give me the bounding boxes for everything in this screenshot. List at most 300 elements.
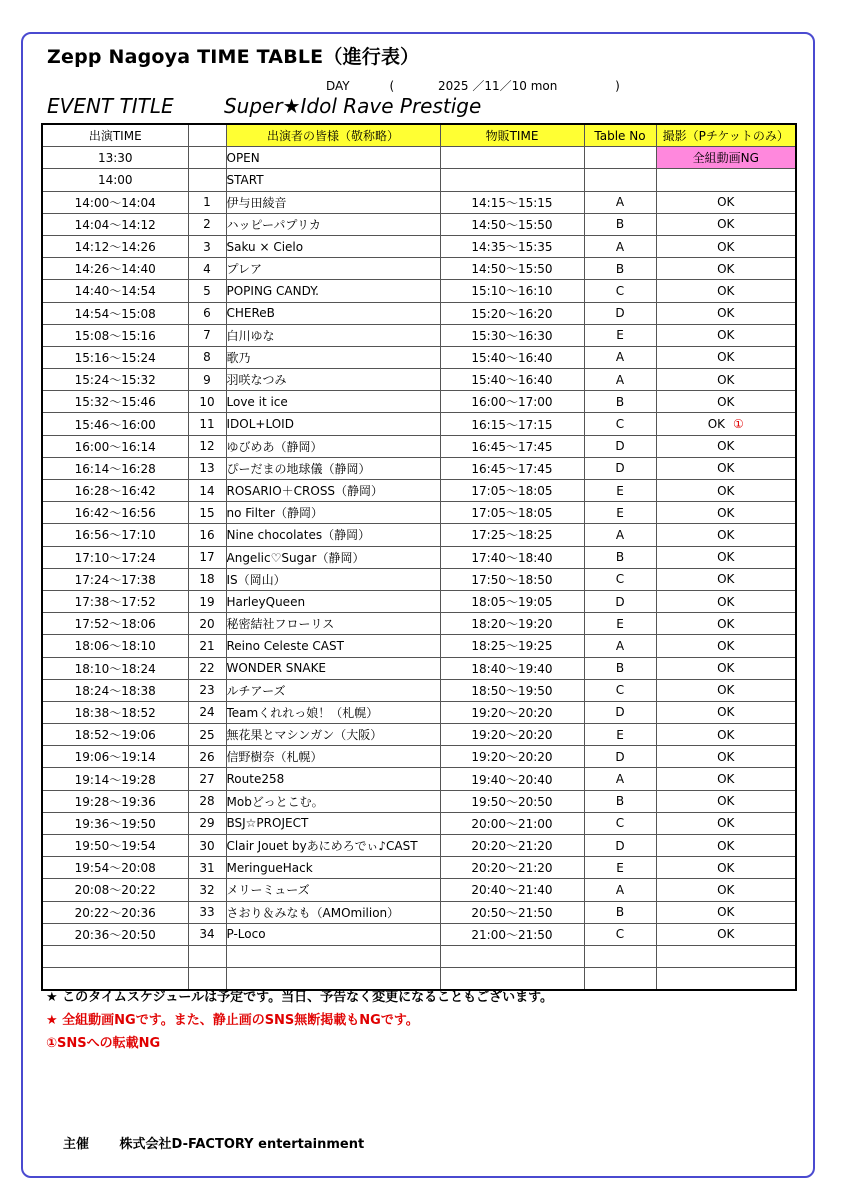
cell-performer: Reino Celeste CAST [226,635,440,657]
cell-no: 23 [188,679,226,701]
cell-table-no: B [584,391,656,413]
cell-performer: さおり＆みなも（AMOmilion） [226,901,440,923]
cell-time: 14:40～14:54 [42,280,188,302]
cell-performer: Clair Jouet byあにめろでぃ♪CAST [226,835,440,857]
photo-status: OK [717,794,735,809]
empty-cell [440,945,584,967]
cell-time: 18:24～18:38 [42,679,188,701]
cell-photo [656,701,796,723]
cell-no: 31 [188,857,226,879]
table-row [42,302,796,324]
photo-status: OK [717,838,735,853]
cell-sales-time: 18:50～19:50 [440,679,584,701]
table-row [42,391,796,413]
cell-performer: 無花果とマシンガン（大阪） [226,724,440,746]
cell-photo [656,923,796,945]
cell-photo [656,524,796,546]
cell-no: 7 [188,324,226,346]
cell-table-no: D [584,835,656,857]
cell-photo [656,191,796,213]
cell-sales-time: 18:05～19:05 [440,590,584,612]
photo-status: OK [717,572,735,587]
cell-performer: ルチアーズ [226,679,440,701]
table-row [42,457,796,479]
cell-no: 18 [188,568,226,590]
photo-status: OK [707,417,726,432]
cell-table-no: A [584,235,656,257]
cell-performer: ROSARIO＋CROSS（静岡） [226,480,440,502]
table-row [42,901,796,923]
cell-photo [656,768,796,790]
empty-cell [42,945,188,967]
empty-cell [656,968,796,991]
table-row [42,213,796,235]
note-schedule: ★ このタイムスケジュールは予定です。当日、予告なく変更になることもございます。 [46,990,554,1005]
cell-performer: メリーミューズ [226,879,440,901]
photo-status: OK [717,772,735,787]
cell-time: 15:24～15:32 [42,369,188,391]
cell-photo [656,435,796,457]
start-photo [656,169,796,191]
cell-no: 11 [188,413,226,435]
day-close-paren: ) [615,79,620,93]
cell-time: 19:06～19:14 [42,746,188,768]
cell-time: 17:38～17:52 [42,590,188,612]
cell-table-no: B [584,213,656,235]
cell-sales-time: 18:25～19:25 [440,635,584,657]
cell-no: 4 [188,258,226,280]
cell-table-no: C [584,679,656,701]
empty-cell [226,945,440,967]
cell-table-no: A [584,346,656,368]
cell-time: 14:26～14:40 [42,258,188,280]
cell-photo [656,657,796,679]
cell-sales-time: 19:50～20:50 [440,790,584,812]
cell-performer: ハッピーパプリカ [226,213,440,235]
photo-status: OK [717,860,735,875]
cell-table-no: E [584,324,656,346]
cell-photo [656,901,796,923]
cell-table-no: E [584,613,656,635]
photo-status: OK [717,661,735,676]
table-row [42,923,796,945]
photo-status: OK [717,350,735,365]
table-row [42,768,796,790]
cell-photo [656,790,796,812]
cell-photo [656,369,796,391]
photo-status: OK [717,594,735,609]
cell-photo [656,480,796,502]
page-title: Zepp Nagoya TIME TABLE（進行表） [47,46,420,68]
cell-time: 16:00～16:14 [42,435,188,457]
photo-status: OK [717,483,735,498]
cell-performer: P-Loco [226,923,440,945]
start-time: 14:00 [42,169,188,191]
cell-time: 16:56～17:10 [42,524,188,546]
photo-status: OK [717,306,735,321]
open-time: 13:30 [42,147,188,169]
cell-table-no: A [584,524,656,546]
cell-no: 15 [188,502,226,524]
cell-table-no: D [584,435,656,457]
photo-status: OK [717,905,735,920]
cell-time: 20:08～20:22 [42,879,188,901]
cell-no: 2 [188,213,226,235]
day-value: 2025 ／11／10 mon [437,79,558,93]
cell-table-no: D [584,701,656,723]
cell-no: 29 [188,812,226,834]
cell-photo [656,258,796,280]
cell-performer: POPING CANDY. [226,280,440,302]
empty-cell [188,945,226,967]
note-video-ng: ★ 全組動画NGです。また、静止画のSNS無断掲載もNGです。 [46,1013,419,1028]
cell-table-no: B [584,258,656,280]
table-row [42,879,796,901]
table-row [42,724,796,746]
cell-photo [656,213,796,235]
cell-sales-time: 17:05～18:05 [440,502,584,524]
table-row [42,835,796,857]
table-row [42,324,796,346]
cell-no: 21 [188,635,226,657]
photo-status: OK [717,439,735,454]
table-row [42,524,796,546]
cell-photo [656,413,796,435]
cell-photo [656,302,796,324]
cell-photo [656,613,796,635]
cell-sales-time: 16:45～17:45 [440,457,584,479]
cell-no: 5 [188,280,226,302]
organizer-label: 主催 [63,1137,90,1152]
start-sales [440,169,584,191]
cell-sales-time: 20:20～21:20 [440,835,584,857]
event-title-label: EVENT TITLE [47,94,174,118]
cell-table-no: C [584,280,656,302]
cell-sales-time: 20:00～21:00 [440,812,584,834]
cell-time: 15:46～16:00 [42,413,188,435]
sns-ng-mark: ① [733,417,744,432]
cell-sales-time: 16:45～17:45 [440,435,584,457]
cell-table-no: B [584,790,656,812]
cell-table-no: A [584,768,656,790]
note-sns-ng: ①SNSへの転載NG [46,1036,161,1051]
empty-cell [656,945,796,967]
col-header-time: 出演TIME [42,124,188,147]
cell-sales-time: 17:25～18:25 [440,524,584,546]
cell-sales-time: 19:20～20:20 [440,746,584,768]
event-date [326,77,620,94]
cell-no: 27 [188,768,226,790]
cell-performer: Teamくれれっ娘！（札幌） [226,701,440,723]
cell-no: 17 [188,546,226,568]
cell-time: 18:06～18:10 [42,635,188,657]
open-no [188,147,226,169]
photo-status: OK [717,328,735,343]
cell-no: 12 [188,435,226,457]
cell-performer: ぴーだまの地球儀（静岡） [226,457,440,479]
cell-photo [656,235,796,257]
cell-performer: プレア [226,258,440,280]
table-row [42,480,796,502]
cell-performer: 歌乃 [226,346,440,368]
cell-sales-time: 19:20～20:20 [440,701,584,723]
cell-time: 19:50～19:54 [42,835,188,857]
cell-sales-time: 20:40～21:40 [440,879,584,901]
table-row [42,191,796,213]
cell-no: 24 [188,701,226,723]
cell-performer: 伊与田綾音 [226,191,440,213]
cell-time: 14:54～15:08 [42,302,188,324]
cell-time: 18:38～18:52 [42,701,188,723]
cell-photo [656,391,796,413]
table-header-row [42,124,796,147]
cell-sales-time: 17:50～18:50 [440,568,584,590]
cell-no: 1 [188,191,226,213]
cell-table-no: A [584,635,656,657]
cell-sales-time: 17:05～18:05 [440,480,584,502]
cell-time: 19:54～20:08 [42,857,188,879]
cell-sales-time: 15:10～16:10 [440,280,584,302]
table-row [42,657,796,679]
cell-no: 9 [188,369,226,391]
cell-table-no: E [584,502,656,524]
open-row [42,147,796,169]
photo-status: OK [717,239,735,254]
cell-time: 17:52～18:06 [42,613,188,635]
table-row [42,635,796,657]
cell-table-no: A [584,191,656,213]
cell-table-no: E [584,857,656,879]
col-header-no [188,124,226,147]
cell-no: 33 [188,901,226,923]
photo-status: OK [717,217,735,232]
col-header-performer: 出演者の皆様（敬称略） [226,124,440,147]
cell-time: 14:04～14:12 [42,213,188,235]
cell-table-no: C [584,413,656,435]
cell-performer: BSJ☆PROJECT [226,812,440,834]
photo-status: OK [717,505,735,520]
photo-status: OK [717,882,735,897]
cell-performer: CHEReB [226,302,440,324]
cell-no: 30 [188,835,226,857]
cell-photo [656,746,796,768]
cell-sales-time: 20:20～21:20 [440,857,584,879]
photo-status: OK [717,461,735,476]
cell-sales-time: 14:50～15:50 [440,213,584,235]
event-title [47,94,481,118]
cell-table-no: D [584,302,656,324]
cell-sales-time: 19:40～20:40 [440,768,584,790]
photo-status: OK [717,527,735,542]
cell-sales-time: 19:20～20:20 [440,724,584,746]
cell-no: 3 [188,235,226,257]
cell-performer: 羽咲なつみ [226,369,440,391]
cell-time: 19:28～19:36 [42,790,188,812]
cell-table-no: B [584,546,656,568]
day-label: DAY [326,79,350,93]
cell-photo [656,835,796,857]
cell-sales-time: 18:20～19:20 [440,613,584,635]
event-title-value: Super★Idol Rave Prestige [223,94,482,118]
cell-performer: Angelic♡Sugar（静岡） [226,546,440,568]
cell-sales-time: 15:20～16:20 [440,302,584,324]
cell-time: 16:42～16:56 [42,502,188,524]
cell-no: 34 [188,923,226,945]
photo-status: OK [717,927,735,942]
cell-sales-time: 18:40～19:40 [440,657,584,679]
open-photo-ng: 全組動画NG [656,147,796,169]
cell-photo [656,457,796,479]
cell-sales-time: 14:35～15:35 [440,235,584,257]
table-row [42,857,796,879]
cell-no: 10 [188,391,226,413]
col-header-photo: 撮影（Pチケットのみ） [656,124,796,147]
cell-performer: IDOL+LOID [226,413,440,435]
col-header-table-no: Table No [584,124,656,147]
empty-cell [584,968,656,991]
cell-performer: Love it ice [226,391,440,413]
cell-photo [656,280,796,302]
cell-table-no: C [584,923,656,945]
cell-sales-time: 14:15～15:15 [440,191,584,213]
cell-performer: 白川ゆな [226,324,440,346]
cell-table-no: D [584,590,656,612]
cell-sales-time: 14:50～15:50 [440,258,584,280]
cell-table-no: A [584,879,656,901]
cell-sales-time: 15:40～16:40 [440,369,584,391]
cell-time: 18:10～18:24 [42,657,188,679]
empty-row [42,945,796,967]
table-row [42,369,796,391]
cell-performer: 秘密結社フローリス [226,613,440,635]
cell-table-no: C [584,568,656,590]
cell-photo [656,502,796,524]
cell-no: 28 [188,790,226,812]
cell-sales-time: 15:40～16:40 [440,346,584,368]
cell-sales-time: 15:30～16:30 [440,324,584,346]
table-row [42,258,796,280]
photo-status: OK [717,372,735,387]
cell-no: 19 [188,590,226,612]
cell-no: 14 [188,480,226,502]
cell-table-no: D [584,457,656,479]
cell-performer: Mobどっとこむ。 [226,790,440,812]
notes [46,986,553,1055]
table-row [42,568,796,590]
cell-performer: 信野樹奈（札幌） [226,746,440,768]
table-row [42,701,796,723]
cell-sales-time: 17:40～18:40 [440,546,584,568]
cell-photo [656,546,796,568]
table-row [42,812,796,834]
cell-time: 19:14～19:28 [42,768,188,790]
cell-table-no: C [584,812,656,834]
cell-photo [656,857,796,879]
cell-no: 32 [188,879,226,901]
cell-performer: MeringueHack [226,857,440,879]
cell-table-no: B [584,657,656,679]
cell-time: 18:52～19:06 [42,724,188,746]
photo-status: OK [717,616,735,631]
cell-sales-time: 21:00～21:50 [440,923,584,945]
cell-no: 13 [188,457,226,479]
cell-table-no: D [584,746,656,768]
cell-time: 15:32～15:46 [42,391,188,413]
photo-status: OK [717,727,735,742]
cell-time: 20:36～20:50 [42,923,188,945]
table-row [42,502,796,524]
cell-sales-time: 16:15～17:15 [440,413,584,435]
photo-status: OK [717,550,735,565]
cell-photo [656,568,796,590]
start-no [188,169,226,191]
table-row [42,790,796,812]
open-label: OPEN [226,147,440,169]
cell-time: 14:12～14:26 [42,235,188,257]
cell-photo [656,590,796,612]
photo-status: OK [717,816,735,831]
table-row [42,546,796,568]
cell-time: 15:16～15:24 [42,346,188,368]
cell-no: 8 [188,346,226,368]
cell-time: 17:24～17:38 [42,568,188,590]
cell-time: 20:22～20:36 [42,901,188,923]
table-row [42,346,796,368]
cell-no: 16 [188,524,226,546]
table-row [42,746,796,768]
timetable [41,123,797,991]
cell-photo [656,635,796,657]
cell-no: 25 [188,724,226,746]
photo-status: OK [717,638,735,653]
cell-photo [656,879,796,901]
photo-status: OK [717,705,735,720]
cell-photo [656,346,796,368]
cell-performer: IS（岡山） [226,568,440,590]
photo-status: OK [717,195,735,210]
cell-no: 20 [188,613,226,635]
cell-performer: Saku × Cielo [226,235,440,257]
cell-time: 19:36～19:50 [42,812,188,834]
table-row [42,413,796,435]
cell-performer: Route258 [226,768,440,790]
open-sales [440,147,584,169]
table-row [42,590,796,612]
cell-time: 16:14～16:28 [42,457,188,479]
cell-table-no: E [584,480,656,502]
cell-performer: WONDER SNAKE [226,657,440,679]
cell-time: 14:00～14:04 [42,191,188,213]
cell-photo [656,679,796,701]
organizer-name: 株式会社D-FACTORY entertainment [119,1137,365,1152]
cell-performer: HarleyQueen [226,590,440,612]
table-row [42,235,796,257]
organizer [63,1133,364,1152]
start-label: START [226,169,440,191]
table-row [42,679,796,701]
cell-table-no: B [584,901,656,923]
day-open-paren: ( [389,79,395,93]
cell-performer: Nine chocolates（静岡） [226,524,440,546]
cell-no: 26 [188,746,226,768]
start-row [42,169,796,191]
table-row [42,280,796,302]
cell-performer: no Filter（静岡） [226,502,440,524]
start-table [584,169,656,191]
cell-table-no: E [584,724,656,746]
cell-photo [656,324,796,346]
cell-time: 16:28～16:42 [42,480,188,502]
